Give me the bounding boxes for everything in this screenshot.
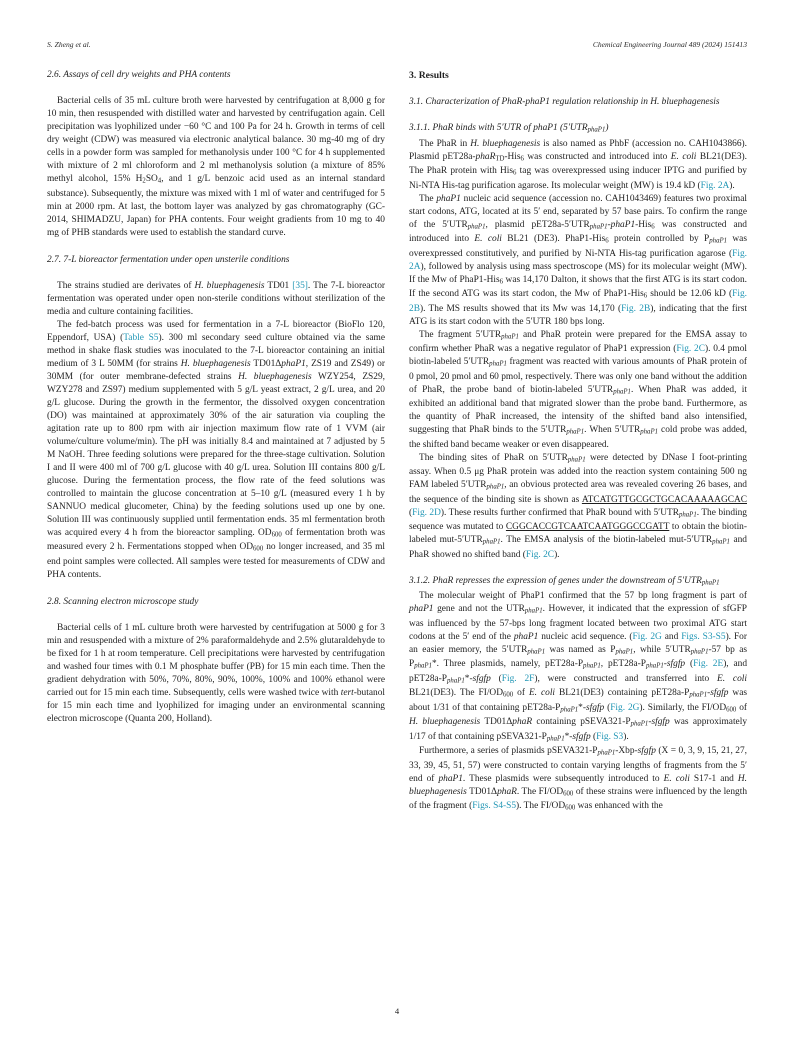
section-3-heading: 3. Results [409,70,449,81]
text-run: - [607,219,611,230]
text-run: phaP1 [546,735,565,742]
text-run: , and 1 g/L benzoic acid used as an internal standard substance). Subsequently, the mixture was mixed with 1 ml of water and centrifuged for 5 min at 2000 rpm. At last, the bottom layer was analyzed by gas chromatography (GC-2014, SHIMADZU, Japan) for PHA contents. Four weight gradients from 10 mg to 40 mg of PHB standards were used to establish the standard curve. [47,174,385,238]
text-run: cold probe was added, the shifted band became weaker or even disappeared. [409,425,747,450]
text-run: sfgfp [710,688,729,698]
text-run: 600 [502,691,514,699]
text-run: BL21(DE3). The PhaR protein with His [409,151,747,176]
cross-reference-link[interactable]: Fig. 2G [632,631,662,642]
text-run: phaP1 [712,538,730,546]
text-run: 6 [513,169,517,177]
text-run: . When 5′UTR [584,425,641,435]
text-run: - [663,659,667,669]
text-run: The binding sites of PhaR on 5′UTR [419,452,568,463]
text-run: 6 [643,292,648,300]
text-run: . When PhaR was added, it exhibited an additional band that migrated slower than the probe band. Furthermore, as the quantity of PhaR increased, the intensity of the shifted band also intensified, suggesting that PhaR binds to the 5′UTR [409,384,747,435]
cross-reference-link[interactable]: Fig. 2G [610,702,640,713]
text-run: phaP1 [597,749,616,757]
text-run: . The binding sequence was mutated to [409,507,747,532]
text-run: tert [340,687,354,698]
text-run: E. coli [717,673,747,684]
text-run: phaP1 [587,126,606,134]
text-run: no longer increased, and 35 ml end point samples were collected. All samples were tested for measurements of CDW and PHA contents. [47,542,386,580]
text-run: -butanol for 15 min each time and lyophilized for imaging under an environmental scanning electron microscope (Quanta 200, Holland). [47,687,385,724]
text-run: ), followed by analysis using mass spectroscope (MS) for its molecular weight (MW). If the Mw of PhaP1-His [409,261,747,285]
text-run: WZY254, ZS29, WZY278 and ZS97) medium supplemented with 5 g/L yeast extract, 2 g/L urea, and 20 g/L glucose. During the growth in the fermentor, the dissolved oxygen concentration (DO) was maintained at approximately 30% of the air saturation via coupling the agitation rate up to 800 rpm with air injection maximum flow rate of 1 VVM (air volume/culture volume/min). The pH was initially 8.4 and maintained at 7 adjusted by 5 M NaOH. Three feeding solutions were prepared for the three-stage cultivation. Solution I and II were 400 ml of 700 g/L glucose with 40 g/L urea. Solution III contains 800 g/L glucose. During the fermentation process, the flow rate of the feed solutions was controlled to maintain the glucose concentration at 5–10 g/L (measured every 1 h by SANNUO medical glucometer, China) by the feeding solutions used up one by one. Solution III was continuously supplied until fermentation ends. 35 ml fermentation broth was acquired every 4 h from the bioreactor sampling. OD [47,371,385,538]
paragraph-2-7-2 [47,319,385,582]
text-run: 3.1.1. PhaR binds with 5′UTR of phaP1 (5′UTR [409,123,588,133]
text-run: H. bluephagenesis [238,371,312,382]
text-run: TD01Δ [466,786,498,797]
text-run: ). The FI/OD [516,801,566,811]
text-run: was named as P [545,644,616,655]
text-run: phaP1 [409,604,434,614]
text-run: 600 [726,706,737,713]
text-run: nucleic acid sequence (accession no. CAH1043469) features two proximal start codons, ATG, located at its 5′ end, separated by 57 base pairs. To confirm the range of the 5′UTR [409,193,747,230]
text-run: protein controlled by P [608,234,710,244]
text-run: 600 [253,545,264,553]
text-run: of [736,702,748,713]
paragraph-2-7-1 [47,280,385,319]
text-run: phaP1 [566,428,585,436]
text-run: 6 [651,223,655,230]
text-run: *- [578,702,586,713]
cross-reference-link[interactable]: Fig. 2A [409,248,747,272]
text-run: ). [623,731,629,742]
text-run: sfgfp [585,702,605,713]
text-run: H. bluephagenesis [180,358,251,369]
cross-reference-link[interactable]: Fig. 2C [525,549,555,560]
text-run: ). 300 ml secondary seed culture obtained via the same method in shake flask studies was inoculated to the 7-L bioreactor containing an initial medium of 3 L 50MM (for strains [47,332,385,369]
text-run: phaP1 [482,538,501,546]
cross-reference-link[interactable]: Fig. 2F [501,673,535,684]
text-run: phaP1 [613,388,631,395]
text-run: phaP1 [689,691,708,699]
text-run: - [648,717,652,727]
section-2-6-heading: 2.6. Assays of cell dry weights and PHA contents [47,70,231,80]
text-run: . However, it indicated that the expression of sfGFP was influenced by the 57-bps long fragment located between two proximal ATG start codons at the 5′ end of the [409,604,747,642]
text-run: The PhaR in [419,138,471,149]
text-run: 6 [499,278,504,285]
text-run: , ZS19 and ZS49) or 30MM (for outer membrane-defected strains [47,358,385,382]
text-run: phaP1 [524,607,543,615]
cross-reference-link[interactable]: Figs. S3-S5 [681,631,726,642]
text-run: phaP1 [615,648,634,655]
text-run: were detected by DNase I foot-printing assay. When 0.5 μg PhaR protein was added into the reaction system containing 500 ng FAM labeled 5′UTR [409,452,747,490]
text-run: 600 [271,531,282,538]
text-run: . These plasmids were subsequently introduced to [462,773,664,784]
text-run: . The FI/OD [516,786,564,797]
text-run: Bacterial cells of 1 mL culture broth were harvested by centrifugation at 5000 g for 3 min and resuspended with a mixture of 2% paraformaldehyde and 2.5% glutaraldehyde to be fixed for 1 h at room temperature. Cell precipitations were harvested by centrifugation and washed four times with 0.1 M phosphate buffer (PB) for 15 min each time. Then the gradient dehydration with 50%, 70%, 80%, 90%, 100%, 100% and 100% ethanol were carried out for 15 min each time. Subsequently, cells were washed twice with [47,622,385,698]
paragraph-3-1-1-2 [409,193,747,329]
text-run: sfgfp [472,673,491,684]
text-run: phaR [512,717,533,727]
running-author: S. Zheng et al. [47,40,91,49]
cross-reference-link[interactable]: Fig. S3 [596,731,624,742]
text-run: *. Three plasmids, namely, pET28a-P [431,659,584,669]
masthead [47,40,747,49]
text-run: ), indicating that the first ATG is its start codon with the 5′UTR 180 bps long. [409,303,748,327]
text-run: ( [590,731,597,742]
text-run: S17-1 and [689,773,738,784]
text-run: , an obvious protected area was revealed covering 26 bases, and the sequence of the binding site is shown as [409,480,747,505]
text-run: The [419,193,437,204]
text-run: *- [564,731,573,742]
cross-reference-link[interactable]: Fig. 2C [676,344,705,354]
text-run: phaP1 [467,223,486,230]
text-run: SO [145,174,158,184]
text-run: ). [554,549,560,560]
text-run: phaP1 [486,483,505,491]
text-run: to obtain the biotin-labeled mut-5′UTR [409,522,747,545]
text-run: E. coli [670,151,697,162]
text-run: , while 5′UTR [633,644,691,655]
text-run: H. bluephagenesis [470,138,541,149]
text-run: , pET28a-P [600,659,646,669]
cross-reference-link[interactable]: Fig. 2B [409,289,747,314]
two-column-body [47,69,747,815]
text-run: ), were constructed and transferred into [534,673,718,684]
text-run: TD01Δ [480,717,513,727]
section-2-8-heading: 2.8. Scanning electron microscope study [47,596,199,607]
text-run: -His [504,151,521,162]
text-run: ) [605,123,609,133]
text-run: phaP1 [438,773,463,784]
text-run: phaR [475,151,496,162]
text-run: . The 7-L bioreactor fermentation was operated under open non-sterile conditions without sterilization of the media and culture containing facilities. [47,280,386,317]
text-run: TD01 [264,280,293,291]
text-run: gene and not the UTR [433,604,525,614]
text-run: phaP1 [583,662,601,670]
text-run: is also named as PhbF (accession no. CAH1043866). Plasmid pET28a- [409,138,748,162]
text-run: H. bluephagenesis [194,280,265,291]
text-run: -His [635,219,652,230]
text-run: 600 [563,790,574,797]
text-run: 600 [565,804,576,812]
text-run: ), and pET28a-P [409,659,748,684]
paragraph-2-8-1 [47,622,385,726]
text-run: The fed-batch process was used for fermentation in a 7-L bioreactor (BioFlo 120, Eppendorf, USA) ( [47,319,385,343]
text-run: -Xbp- [615,746,638,756]
text-run: phaP1 [527,648,546,655]
text-run: Bacterial cells of 35 mL culture broth were harvested by centrifugation at 8,000 g for 10 min, then resuspended with distilled water and harvested by centrifugation again. Cell precipitation was lyophilized under −60 °C and 100 Pa for 24 h. Growth in terms of cell dry weight (CDW) was measured via electronic analytical balance. 30 mg-40 mg of dry cells in a powder form was sampled for methanolysis under 100 °C for 4 h supplemented with mixture of 2 ml chloroform and 2 ml methanolysis solution (a mixture of 85% methyl alcohol, 15% H [47,96,385,184]
section-2-7-heading: 2.7. 7-L bioreactor fermentation under open unsterile conditions [47,254,290,265]
text-run: and PhaR showed no shifted band ( [409,535,747,560]
text-run: of [513,688,529,698]
text-run: phaP1 [501,333,519,340]
left-column [47,69,385,815]
text-run: ( [409,507,413,518]
text-run: phaP1 [567,456,586,463]
text-run: was constructed and introduced into [523,151,671,162]
cross-reference-link[interactable]: Fig. 2E [693,659,724,669]
text-run: , plasmid pET28a-5′UTR [485,219,590,230]
text-run: sfgfp [637,746,656,756]
cross-reference-link[interactable]: Fig. 2A [700,180,730,191]
text-run: was 14,170 Dalton, it shows that the first ATG is its start codon. If the second ATG was its start codon, the Mw of PhaP1-His [409,274,747,299]
paragraph-3-1-2-1 [409,590,747,745]
text-run: Furthermore, a series of plasmids pSEVA321-P [419,746,598,756]
text-run: phaP1 [560,706,579,713]
text-run: phaP1 [414,662,432,670]
text-run: phaP1 [436,193,461,204]
text-run: BL21(DE3) containing pET28a-P [555,688,690,698]
text-run: H. bluephagenesis [409,717,481,727]
text-run: phaP1 [610,219,636,230]
text-run: 4 [157,177,162,185]
text-run: and [661,631,682,642]
text-run: and PhaR protein were prepared for the EMSA assay to confirm whether PhaR was a negative regulator of PhaP1 expression ( [409,329,747,354]
text-run: phaP1 [630,720,649,728]
text-run: BL21(DE3). The FI/OD [409,688,503,698]
text-run: phaP1 [646,662,664,670]
text-run: -57 bp as P [409,644,748,669]
text-run: ). The MS results showed that its Mw was 14,170 ( [419,303,622,314]
text-run: 3.1.2. PhaR represses the expression of genes under the downstream of 5′UTR [409,575,702,586]
text-run: (X = 0, 3, 9, 15, 21, 27, 33, 39, 45, 51, 57) were constructed to contain varying lengths of fragments from the 5′ end of [409,746,747,784]
text-run: E. coli [474,234,502,244]
cross-reference-link[interactable]: [35] [292,280,308,291]
text-run: BL21 (DE3). PhaP1-His [501,234,606,244]
text-run: was overexpressed constitutively, and purified by Ni-NTA His-tag purification agarose ( [409,234,747,259]
paragraph-3-1-2-2 [409,745,747,815]
text-run: sfgfp [572,731,591,742]
text-run: 2 [142,177,146,185]
text-run: ). These results further confirmed that PhaR bound with 5′UTR [440,507,679,518]
text-run: phaP1 [709,237,728,245]
text-run: ). For an easier memory, the 5′UTR [409,631,747,655]
text-run: ). 0.4 pmol biotin-labeled 5′UTR [409,344,747,367]
text-run: phaP1 [447,677,465,684]
paragraph-2-6-1 [47,95,385,240]
journal-citation: Chemical Engineering Journal 489 (2024) 151413 [592,40,747,49]
text-run: The strains studied are derivates of [57,280,195,291]
text-run: containing pSEVA321-P [532,717,631,727]
cross-reference-link[interactable]: Fig. 2B [621,303,651,314]
text-run: should be 12.06 kD ( [647,289,733,299]
text-run: ). Similarly, the FI/OD [639,702,727,713]
text-run: phaR [497,786,517,797]
text-run: TD [495,155,505,162]
text-run: fragment was reacted with various amounts of PhaR protein of 0 pmol, 20 pmol and 60 pmol, respectively. There was only one band without the addition of PhaR, the probe band of biotin-labeled 5′UTR [409,357,748,395]
text-run: ). [729,180,735,191]
text-run: TD01Δ [250,358,282,369]
text-run: 6 [605,237,609,245]
paragraph-3-1-1-4 [409,452,747,562]
text-run: sfgfp [666,659,686,669]
text-run: phaP1 [281,358,306,369]
text-run: E. coli [528,688,556,698]
text-run: of fermentation broth was measured every 2 h. Fermentations stopped when OD [47,527,386,552]
text-run: was about 1/31 of that containing pET28a-P [409,688,748,713]
text-run: ( [490,673,502,684]
text-run: ATCATGTTGCGCTGCACAAAAAGCAC [581,494,747,505]
text-run: phaP1 [640,428,658,436]
section-3-1-1-heading [409,122,747,137]
text-run: ( [685,659,694,669]
paragraph-3-1-1-1 [409,138,747,193]
text-run: nucleic acid sequence. ( [538,631,633,642]
cross-reference-link[interactable]: Figs. S4-S5 [472,801,517,811]
text-run: *- [464,673,473,684]
text-run: phaP1 [678,511,697,518]
text-run: phaP1 [701,579,720,586]
page-number: 4 [394,1006,400,1016]
section-3-1-heading: 3.1. Characterization of PhaR-phaP1 regulation relationship in H. bluephagenesis [409,97,720,107]
cross-reference-link[interactable]: Fig. 2D [412,507,441,518]
text-run: ( [604,702,611,713]
text-run: 6 [520,155,524,162]
text-run: . The EMSA analysis of the biotin-labeled mut-5′UTR [500,535,713,545]
text-run: phaP1 [513,631,539,642]
text-run: tag was overexpressed using inducer IPTG and purified by Ni-NTA His-tag purification agarose. Its molecular weight (MW) is 19.4 kD ( [409,166,747,191]
text-run: was constructed and introduced into [409,219,747,244]
section-3-1-2-heading [409,575,747,590]
right-column [409,69,747,815]
text-run: H. bluephagenesis [409,773,747,797]
text-run: The fragment 5′UTR [419,329,502,340]
text-run: phaP1 [690,648,709,655]
text-run: phaP1 [489,360,507,368]
cross-reference-link[interactable]: Table S5 [123,332,159,343]
text-run: phaP1 [589,223,608,230]
text-run: sfgfp [651,717,670,727]
text-run: The molecular weight of PhaP1 confirmed that the 57 bp long fragment is part of [419,591,747,601]
text-run: - [707,688,711,698]
text-run: of these strains were influenced by the length of the fragment ( [409,786,748,811]
text-run: was enhanced with the [575,801,663,811]
paragraph-3-1-1-3 [409,329,747,452]
text-run: CGGCACCGTCAATCAATGGGCCGATT [505,522,670,532]
text-run: E. coli [663,773,690,784]
text-run: was approximately 1/17 of that containing pSEVA321-P [409,717,748,742]
